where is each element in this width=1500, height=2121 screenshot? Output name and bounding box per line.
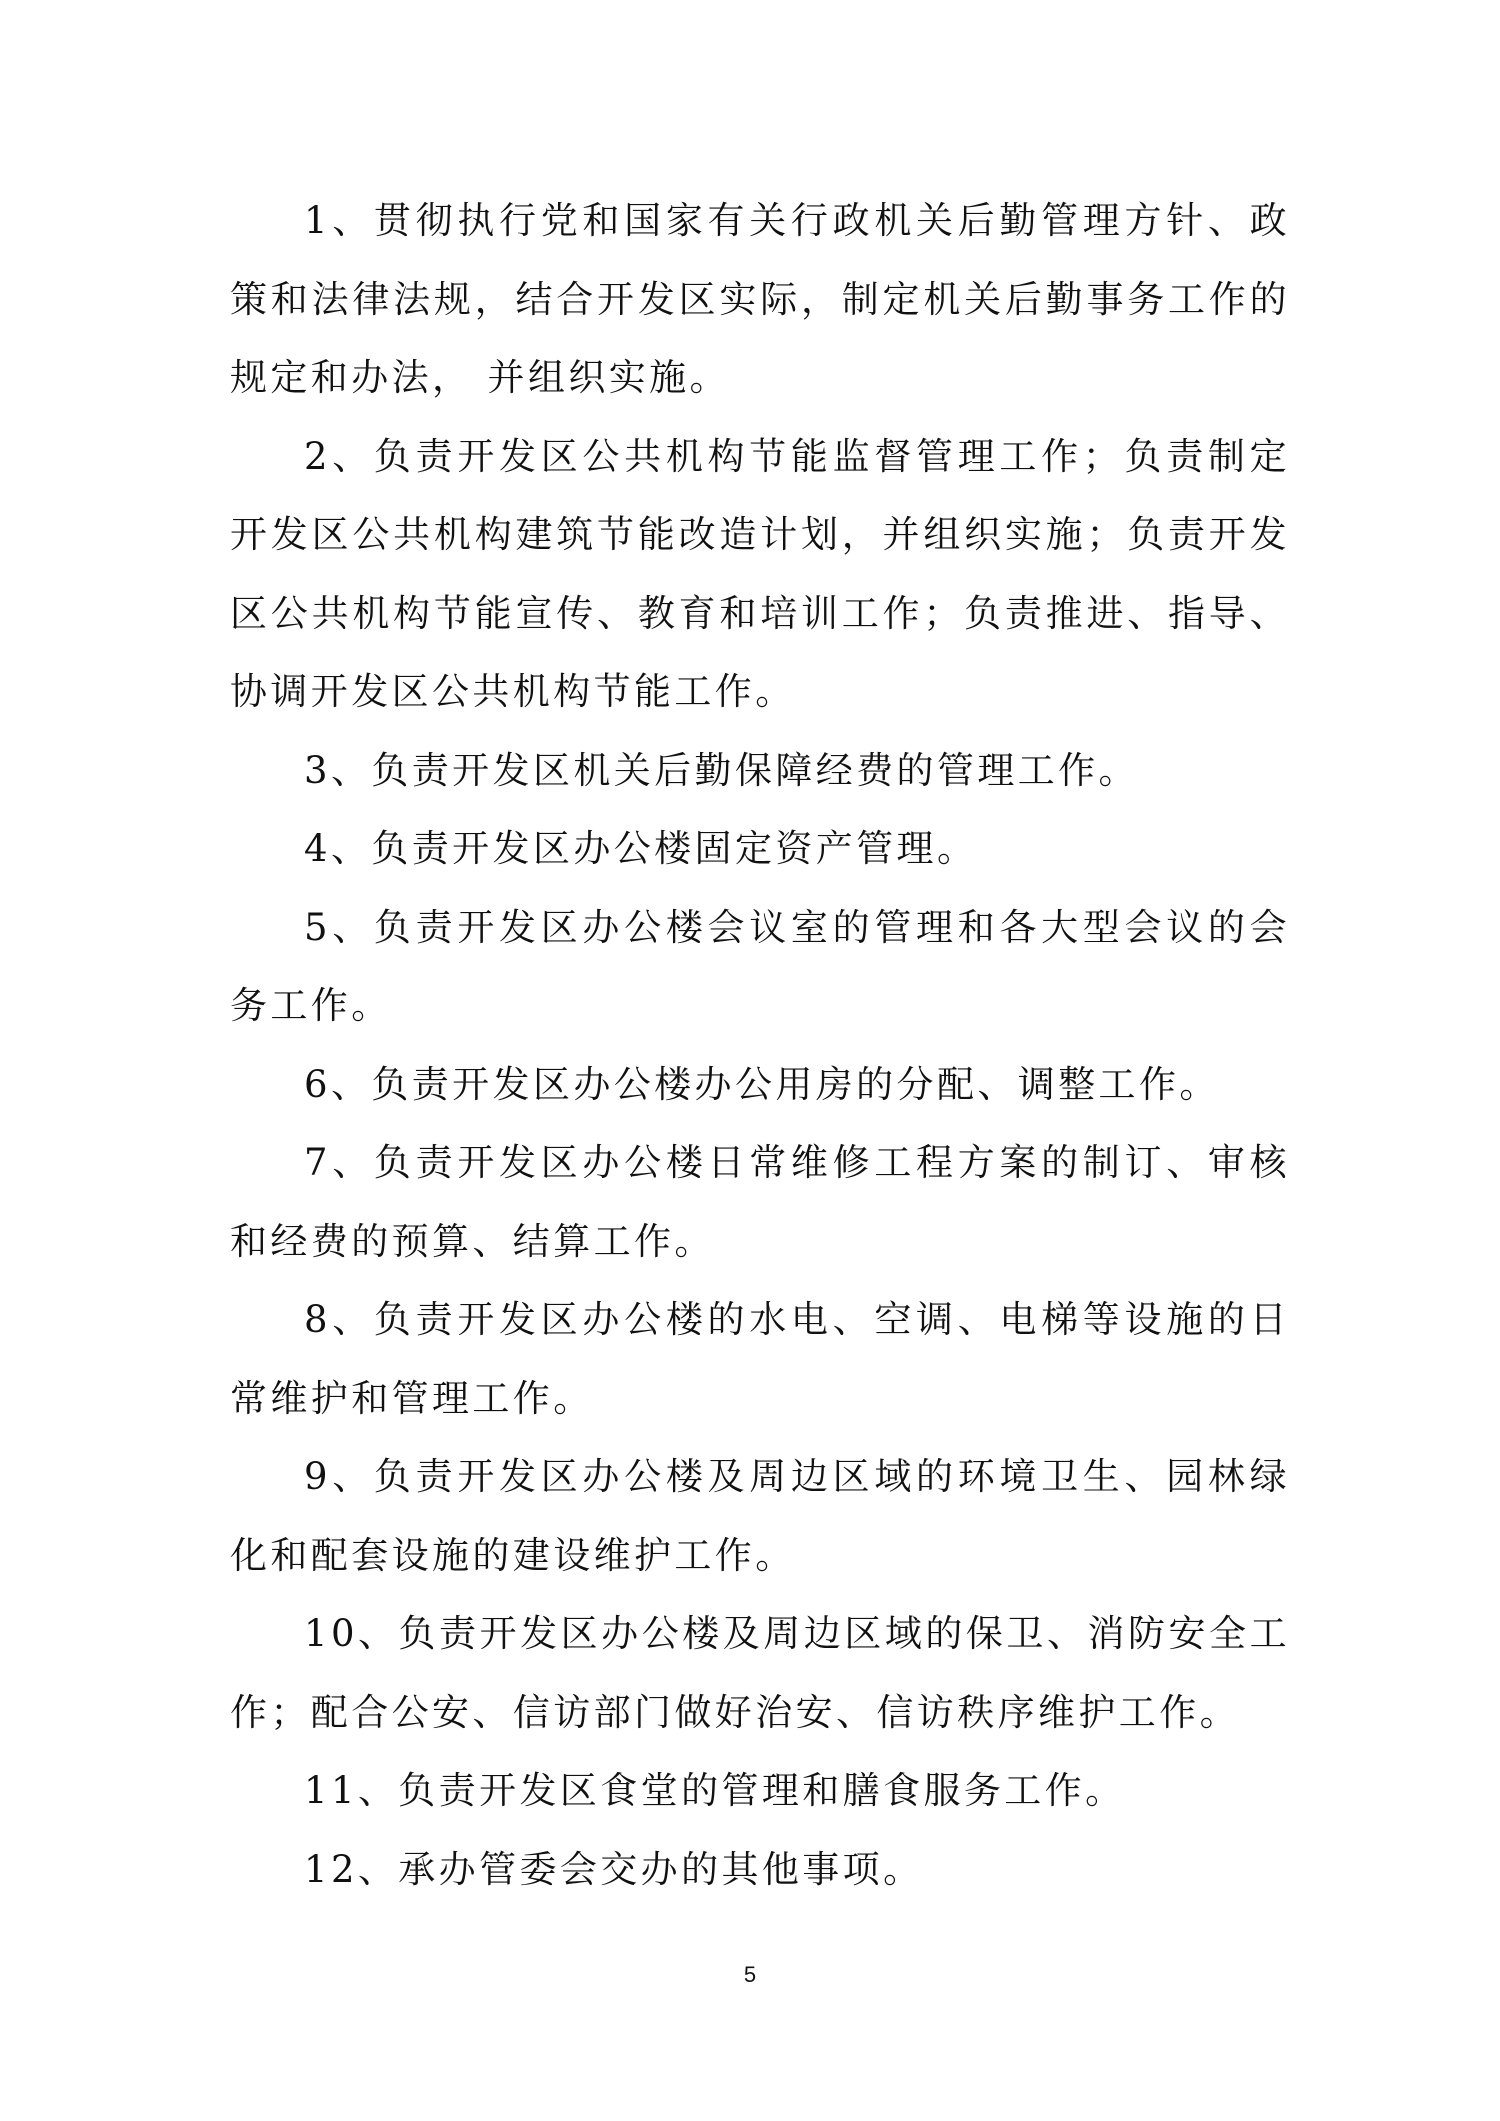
paragraph-6: 6、负责开发区办公楼办公用房的分配、调整工作。 [304, 1062, 1220, 1106]
page-number: 5 [743, 1962, 757, 1987]
paragraph-2: 2、负责开发区公共机构节能监督管理工作；负责制定开发区公共机构建筑节能改造计划，并组织实施；负责开发区公共机构节能宣传、教育和培训工作；负责推进、指导、协调开发区公共机构节能工作。 [230, 434, 1290, 713]
paragraph-4: 4、负责开发区办公楼固定资产管理。 [304, 827, 978, 870]
paragraph-3: 3、负责开发区机关后勤保障经费的管理工作。 [304, 748, 1139, 792]
paragraph-7: 7、负责开发区办公楼日常维修工程方案的制订、审核和经费的预算、结算工作。 [230, 1141, 1290, 1263]
paragraph-8: 8、负责开发区办公楼的水电、空调、电梯等设施的日常维护和管理工作。 [230, 1298, 1290, 1420]
paragraph-11: 11、负责开发区食堂的管理和膳食服务工作。 [304, 1769, 1126, 1812]
paragraph-5: 5、负责开发区办公楼会议室的管理和各大型会议的会务工作。 [230, 905, 1290, 1027]
document-body [230, 182, 1290, 1909]
paragraph-1: 1、贯彻执行党和国家有关行政机关后勤管理方针、政策和法律法规，结合开发区实际，制定机关后勤事务工作的规定和办法， 并组织实施。 [230, 199, 1290, 399]
paragraph-12: 12、承办管委会交办的其他事项。 [304, 1847, 924, 1891]
paragraph-9: 9、负责开发区办公楼及周边区域的环境卫生、园林绿化和配套设施的建设维护工作。 [230, 1455, 1290, 1577]
paragraph-10: 10、负责开发区办公楼及周边区域的保卫、消防安全工作；配合公安、信访部门做好治安、信访秩序维护工作。 [230, 1612, 1290, 1734]
